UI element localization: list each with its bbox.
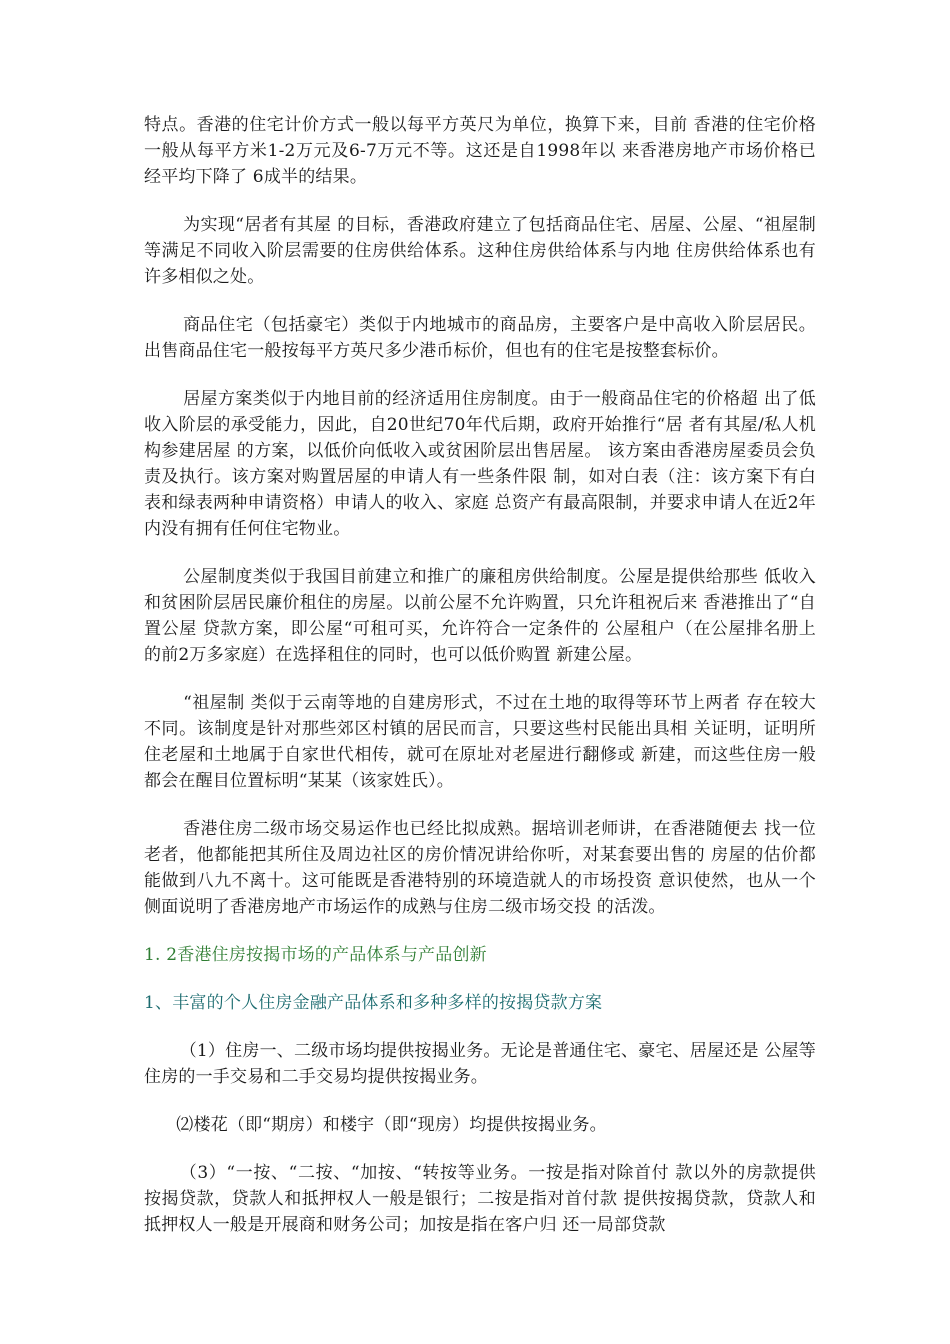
paragraph-public-housing: 公屋制度类似于我国目前建立和推广的廉租房供给制度。公屋是提供给那些 低收入和贫困阶层居民廉价租住的房屋。以前公屋不允许购置，只允许租祝后来 香港推出了“自置公屋 贷款方案，即公屋“可租可买，允许符合一定条件的 公屋租户（在公屋排名册上的前2万多家庭）在选择租住的同时，也可以低价购置 新建公屋。: [144, 567, 816, 665]
paragraph-item-1: （1）住房一、二级市场均提供按揭业务。无论是普通住宅、豪宅、居屋还是 公屋等住房的一手交易和二手交易均提供按揭业务。: [144, 1041, 816, 1087]
section-heading-mortgage-products: 1. 2香港住房按揭市场的产品体系与产品创新: [144, 945, 487, 965]
paragraph-housing-supply-system: 为实现“居者有其屋 的目标，香港政府建立了包括商品住宅、居屋、公屋、“祖屋制 等满足不同收入阶层需要的住房供给体系。这种住房供给体系与内地 住房供给体系也有许多相似之处。: [144, 215, 816, 287]
paragraph-item-3: （3）“一按、“二按、“加按、“转按等业务。一按是指对除首付 款以外的房款提供按揭贷款，贷款人和抵押权人一般是银行；二按是指对首付款 提供按揭贷款，贷款人和抵押权人一般是开展商和财务公司；加按是指在客户归 还一局部贷款: [144, 1163, 816, 1235]
document-body: [144, 112, 816, 1260]
subsection-heading-loan-schemes: 1、丰富的个人住房金融产品体系和多种多样的按揭贷款方案: [144, 993, 603, 1013]
paragraph-ancestral-house: “祖屋制 类似于云南等地的自建房形式，不过在土地的取得等环节上两者 存在较大不同。该制度是针对那些郊区村镇的居民而言，只要这些村民能出具相 关证明，证明所住老屋和土地属于自家世代相传，就可在原址对老屋进行翻修或 新建，而这些住房一般都会在醒目位置标明“某某（该家姓氏）。: [144, 693, 816, 791]
paragraph-home-ownership-scheme: 居屋方案类似于内地目前的经济适用住房制度。由于一般商品住宅的价格超 出了低收入阶层的承受能力，因此，自20世纪70年代后期，政府开始推行“居 者有其屋/私人机构参建居屋 的方案，以低价向低收入或贫困阶层出售居屋。 该方案由香港房屋委员会负责及执行。该方案对购置居屋的申请人有一些条件限 制，如对白表（注：该方案下有白表和绿表两种申请资格）申请人的收入、家庭 总资产有最高限制，并要求申请人在近2年内没有拥有任何住宅物业。: [144, 389, 816, 539]
paragraph-item-2: ⑵楼花（即“期房）和楼宇（即“现房）均提供按揭业务。: [176, 1115, 607, 1135]
paragraph-commercial-housing: 商品住宅（包括豪宅）类似于内地城市的商品房，主要客户是中高收入阶层居民。出售商品住宅一般按每平方英尺多少港币标价，但也有的住宅是按整套标价。: [144, 315, 816, 361]
paragraph-secondary-market: 香港住房二级市场交易运作也已经比拟成熟。据培训老师讲，在香港随便去 找一位老者，他都能把其所住及周边社区的房价情况讲给你听，对某套要出售的 房屋的估价都能做到八九不离十。这可能既是香港特别的环境造就人的市场投资 意识使然，也从一个侧面说明了香港房地产市场运作的成熟与住房二级市场交投 的活泼。: [144, 819, 816, 917]
paragraph-price-summary: 特点。香港的住宅计价方式一般以每平方英尺为单位，换算下来，目前 香港的住宅价格一般从每平方米1-2万元及6-7万元不等。这还是自1998年以 来香港房地产市场价格已经平均下降了 6成半的结果。: [144, 115, 816, 187]
